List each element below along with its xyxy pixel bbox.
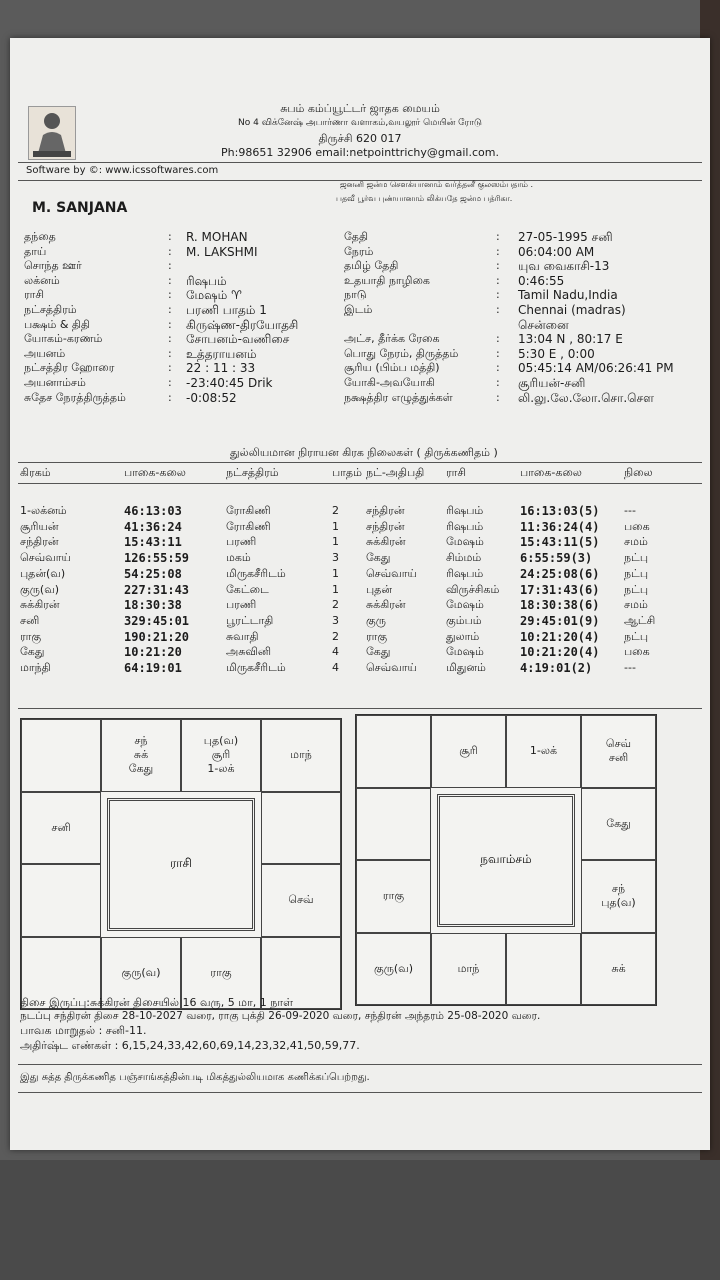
table-cell: 2 <box>332 598 339 612</box>
table-cell: கேது <box>366 645 391 659</box>
detail-value: ரிஷபம் <box>186 273 227 288</box>
detail-label: ராசி <box>24 288 45 302</box>
detail-colon: : <box>496 288 500 302</box>
detail-value: 13:04 N , 80:17 E <box>518 332 623 347</box>
table-cell: ரிஷபம் <box>446 566 484 580</box>
table-cell: சுக்கிரன் <box>20 598 60 612</box>
detail-value: 05:45:14 AM/06:26:41 PM <box>518 361 674 376</box>
table-cell: சமம் <box>624 535 648 549</box>
detail-colon: : <box>496 303 500 316</box>
detail-value: 27-05-1995 சனி <box>518 230 613 244</box>
table-cell: 4:19:01(2) <box>520 661 593 675</box>
detail-label: லக்னம் <box>24 273 60 287</box>
header-line2: No 4 விக்னேஷ் அபார்ணா வளாகம்,வயலூர் மெயின் ரோடு <box>238 118 482 128</box>
detail-value: சோபனம்-வணிசை <box>186 332 290 347</box>
table-cell: செவ்வாய் <box>366 566 417 580</box>
planet-label: மாந் <box>457 961 480 975</box>
detail-colon: : <box>168 230 172 243</box>
table-cell: கேது <box>20 645 45 659</box>
table-cell: 4 <box>332 645 339 659</box>
detail-colon: : <box>168 259 172 273</box>
table-cell: 15:43:11(5) <box>520 535 600 550</box>
table-cell: ரோகிணி <box>226 504 271 517</box>
detail-value: 06:04:00 AM <box>518 244 595 259</box>
table-cell: 46:13:03 <box>124 504 182 518</box>
detail-value: -0:08:52 <box>186 390 237 405</box>
chart-house-vrischika <box>431 933 506 1006</box>
chart-house-mithuna <box>581 715 656 788</box>
table-cell: 11:36:24(4) <box>520 519 600 534</box>
detail-colon: : <box>168 273 172 287</box>
table-cell: மாந்தி <box>20 661 51 674</box>
table-cell: 17:31:43(6) <box>520 582 600 597</box>
chart-house-simha <box>581 860 656 933</box>
detail-colon: : <box>496 259 500 273</box>
planet-label: சந் <box>611 882 626 896</box>
table-cell: 3 <box>332 613 339 627</box>
chart-house-kumbha <box>21 792 101 865</box>
table-cell: கும்பம் <box>446 613 482 627</box>
detail-value: -23:40:45 Drik <box>186 376 273 390</box>
planet-label: கேது <box>128 762 154 776</box>
detail-value: 22 : 11 : 33 <box>186 361 256 376</box>
table-cell: ராகு <box>20 629 42 643</box>
detail-label: சொந்த ஊர் <box>24 259 82 273</box>
table-cell: புதன்(வ) <box>20 566 66 580</box>
detail-colon: : <box>168 303 172 316</box>
table-cell: விருச்சிகம் <box>446 582 500 596</box>
detail-label: தேதி <box>344 230 368 243</box>
chart-house-meena <box>21 719 101 792</box>
table-cell: பகை <box>624 645 650 659</box>
detail-colon: : <box>168 317 172 331</box>
planet-label: சந் <box>134 734 148 748</box>
table-cell: சுவாதி <box>226 629 259 643</box>
table-cell: ஆட்சி <box>624 613 656 627</box>
planet-label: சனி <box>608 751 629 765</box>
table-cell: கேது <box>366 551 391 565</box>
detail-label: தாய் <box>24 244 47 258</box>
table-cell: 1 <box>332 519 339 533</box>
table-cell: 10:21:20(4) <box>520 629 600 644</box>
detail-colon: : <box>496 273 500 287</box>
table-cell: 227:31:43 <box>124 582 190 597</box>
bhava-change: பாவக மாறுதல் : சனி-11. <box>20 1024 147 1037</box>
table-cell: குரு <box>366 613 386 627</box>
chart-house-rishaba <box>181 719 261 792</box>
table-cell: மிதுனம் <box>446 661 486 674</box>
detail-label: சுதேச நேரத்திருத்தம் <box>24 390 126 404</box>
rasi-chart <box>20 718 342 1010</box>
planet-label: சுக் <box>611 961 626 975</box>
table-header-cell: ராசி <box>446 466 467 479</box>
planet-label: மாந் <box>290 748 312 762</box>
detail-colon: : <box>168 346 172 360</box>
detail-value: Tamil Nadu,India <box>518 288 618 303</box>
planet-label: ராகு <box>382 889 405 903</box>
chart-center-label: நவாம்சம் <box>480 852 532 866</box>
detail-colon: : <box>496 390 500 404</box>
detail-label: பொது நேரம், திருத்தம் <box>344 346 459 360</box>
dasa-balance: திசை இருப்பு:சுக்கிரன் திசையில் 16 வரு, 5 மா, 1 நாள் <box>20 996 294 1009</box>
table-cell: சுக்கிரன் <box>366 535 406 549</box>
detail-label: தமிழ் தேதி <box>344 259 399 273</box>
table-cell: செவ்வாய் <box>20 551 71 565</box>
table-cell: 4 <box>332 661 339 674</box>
software-credit: Software by ©: www.icssoftwares.com <box>26 165 219 176</box>
table-cell: 41:36:24 <box>124 519 182 534</box>
table-cell: 64:19:01 <box>124 661 182 675</box>
detail-colon: : <box>496 376 500 389</box>
table-cell: மேஷம் <box>446 598 484 612</box>
detail-label: நாடு <box>344 288 367 302</box>
current-dasa: நடப்பு சந்திரன் திசை 28-10-2027 வரை, ராகு புக்தி 26-09-2020 வரை, சந்திரன் அந்தரம் 25-08-2020 வரை. <box>20 1010 541 1022</box>
table-cell: 329:45:01 <box>124 613 190 628</box>
detail-value: 0:46:55 <box>518 273 565 288</box>
person-name: M. SANJANA <box>32 200 128 216</box>
table-cell: நட்பு <box>624 629 648 643</box>
table-cell: 18:30:38 <box>124 598 182 613</box>
table-cell: 1 <box>332 535 339 549</box>
table-header-cell: நிலை <box>624 466 653 479</box>
detail-value: 5:30 E , 0:00 <box>518 346 595 361</box>
table-cell: மகம் <box>226 551 251 565</box>
detail-value: Chennai (madras) <box>518 303 626 317</box>
detail-label: நக்ஷத்திர எழுத்துக்கள் <box>344 390 453 404</box>
table-cell: சனி <box>20 613 40 627</box>
detail-value: M. LAKSHMI <box>186 244 258 259</box>
table-cell: பகை <box>624 519 650 533</box>
detail-value: சென்னை <box>518 317 569 332</box>
table-cell: 3 <box>332 551 339 565</box>
lucky-numbers: அதிர்ஷ்ட எண்கள் : 6,15,24,33,42,60,69,14,23,32,41,50,59,77. <box>20 1039 360 1052</box>
table-header-cell: பாதம் <box>332 466 362 479</box>
table-cell: 24:25:08(6) <box>520 566 600 581</box>
chart-house-mithuna <box>261 719 341 792</box>
table-cell: கேட்டை <box>226 582 269 596</box>
detail-label: இடம் <box>344 303 373 316</box>
accuracy-note: இது சுத்த திருக்கணித பஞ்சாங்கத்தின்படி மிகத்துல்லியமாக கணிக்கப்பெற்றது. <box>20 1072 370 1083</box>
table-cell: பூரட்டாதி <box>226 613 274 627</box>
detail-value: R. MOHAN <box>186 230 248 244</box>
table-cell: புதன் <box>366 582 393 596</box>
table-header-cell: நட்சத்திரம் <box>226 466 279 479</box>
detail-label: யோகி-அவயோகி <box>344 376 435 389</box>
planet-label: சூரி <box>459 744 478 758</box>
planet-label: 1-லக் <box>529 744 558 758</box>
table-cell: சந்திரன் <box>366 519 405 533</box>
table-cell: சந்திரன் <box>20 535 59 549</box>
horoscope-document <box>10 38 710 1150</box>
table-cell: மிருகசீரிடம் <box>226 566 286 580</box>
chart-house-kumbha <box>356 788 431 861</box>
chart-house-mesha <box>101 719 181 792</box>
detail-label: அயனம் <box>24 346 66 360</box>
planet-label: செவ் <box>605 737 632 751</box>
table-cell: ரிஷபம் <box>446 504 484 517</box>
chart-house-kanya <box>581 933 656 1006</box>
table-cell: மிருகசீரிடம் <box>226 661 286 674</box>
chart-house-makara <box>21 864 101 937</box>
detail-label: நேரம் <box>344 244 374 258</box>
detail-colon: : <box>168 376 172 389</box>
detail-label: அயனாம்சம் <box>24 376 86 389</box>
chart-house-meena <box>356 715 431 788</box>
detail-colon: : <box>168 390 172 404</box>
table-cell: குரு(வ) <box>20 582 60 596</box>
detail-label: யோகம்-கரணம் <box>24 332 103 346</box>
table-cell: 2 <box>332 629 339 643</box>
chart-house-mesha <box>431 715 506 788</box>
detail-colon: : <box>168 244 172 258</box>
table-cell: 1 <box>332 566 339 580</box>
detail-colon: : <box>496 361 500 375</box>
chart-house-makara <box>356 860 431 933</box>
detail-label: அட்ச, தீர்க்க ரேகை <box>344 332 440 346</box>
header-contact: Ph:98651 32906 email:netpointtrichy@gmail.com. <box>221 146 499 159</box>
table-cell: ரிஷபம் <box>446 519 484 533</box>
planet-label: கேது <box>606 816 631 830</box>
table-cell: சந்திரன் <box>366 504 405 517</box>
verse-line2: பதவீ பூர்வ புண்யானாம் லிக்யதே ஜன்ம பத்ரிகா. <box>336 194 513 203</box>
planet-label: செவ் <box>288 893 314 907</box>
detail-value: பரணி பாதம் 1 <box>186 303 267 317</box>
table-cell: துலாம் <box>446 629 480 643</box>
table-title: துல்லியமான நிராயன கிரக நிலைகள் ( திருக்கணிதம் ) <box>230 446 498 459</box>
table-cell: ராகு <box>366 629 388 643</box>
detail-label: பக்ஷம் & திதி <box>24 317 90 331</box>
table-header-cell: கிரகம் <box>20 466 51 479</box>
detail-label: தந்தை <box>24 230 56 243</box>
table-cell: பரணி <box>226 535 257 549</box>
table-header-cell: பாகை-கலை <box>520 466 582 479</box>
detail-label: நட்சத்திரம் <box>24 303 77 316</box>
table-cell: 2 <box>332 504 339 517</box>
planet-label: 1-லக் <box>207 762 235 776</box>
table-cell: 10:21:20(4) <box>520 645 600 660</box>
detail-value: உத்தராயனம் <box>186 346 257 361</box>
navamsa-chart <box>355 714 657 1006</box>
table-cell: 16:13:03(5) <box>520 504 600 518</box>
planet-label: புத(வ) <box>203 734 239 748</box>
table-cell: சிம்மம் <box>446 551 482 565</box>
detail-value: சூரியன்-சனி <box>518 376 586 390</box>
detail-colon: : <box>168 288 172 302</box>
table-cell: பரணி <box>226 598 257 612</box>
chart-house-kataka <box>581 788 656 861</box>
detail-label: உதயாதி நாழிகை <box>344 273 430 287</box>
table-cell: 1 <box>332 582 339 596</box>
chart-house-thula <box>506 933 581 1006</box>
planet-label: சுக் <box>133 748 149 762</box>
table-cell: 10:21:20 <box>124 645 182 660</box>
deity-logo <box>28 106 76 160</box>
table-cell: நட்பு <box>624 551 648 565</box>
planet-label: சூரி <box>211 748 231 762</box>
table-cell: 29:45:01(9) <box>520 613 600 628</box>
detail-value: கிருஷ்ண-திரயோதசி <box>186 317 299 332</box>
chart-house-simha <box>261 864 341 937</box>
table-header-cell: பாகை-கலை <box>124 466 186 479</box>
detail-colon: : <box>168 361 172 375</box>
verse-line1: ஜனனி ஜன்ம சௌக்யானாம் வர்த்தனீ குலஸம்பதாம் . <box>340 180 534 189</box>
table-cell: மேஷம் <box>446 535 484 549</box>
detail-colon: : <box>496 332 500 346</box>
detail-colon: : <box>496 230 500 243</box>
table-cell: 54:25:08 <box>124 566 182 581</box>
table-cell: நட்பு <box>624 566 648 580</box>
planet-label: குரு(வ) <box>121 965 161 979</box>
header-line1: சுபம் கம்ப்யூட்டர் ஜாதக மையம் <box>280 102 440 115</box>
table-cell: நட்பு <box>624 582 648 596</box>
chart-house-rishaba <box>506 715 581 788</box>
detail-colon: : <box>496 346 500 360</box>
table-cell: 126:55:59 <box>124 551 190 566</box>
table-cell: 18:30:38(6) <box>520 598 600 613</box>
detail-label: சூரிய (பிம்ப மத்தி) <box>344 361 440 375</box>
chart-house-dhanus <box>356 933 431 1006</box>
table-cell: சமம் <box>624 598 648 612</box>
detail-colon: : <box>168 332 172 346</box>
detail-value: மேஷம் ♈ <box>186 288 242 303</box>
planet-label: சனி <box>51 820 71 834</box>
detail-value: யுவ வைகாசி-13 <box>518 259 610 274</box>
table-cell: 15:43:11 <box>124 535 182 550</box>
table-cell: செவ்வாய் <box>366 661 417 674</box>
chart-house-kataka <box>261 792 341 865</box>
detail-value: லி.லு.லே.லோ.சொ.சௌ <box>518 390 654 405</box>
table-cell: 1-லக்னம் <box>20 504 67 517</box>
planet-label: ராகு <box>210 965 232 979</box>
detail-label: நட்சத்திர ஹோரை <box>24 361 115 375</box>
table-cell: ரோகிணி <box>226 519 271 533</box>
detail-colon: : <box>496 244 500 258</box>
photo-background-bottom <box>0 1160 720 1280</box>
table-cell: மேஷம் <box>446 645 484 659</box>
table-cell: --- <box>624 504 636 517</box>
table-cell: சூரியன் <box>20 519 59 533</box>
table-cell: 6:55:59(3) <box>520 551 593 566</box>
table-header-cell: நட்-அதிபதி <box>366 466 425 479</box>
chart-center-label: ராசி <box>170 856 192 870</box>
table-cell: அசுவினி <box>226 645 272 659</box>
header-line3: திருச்சி 620 017 <box>318 132 402 145</box>
planet-label: குரு(வ) <box>373 961 413 975</box>
table-cell: 190:21:20 <box>124 629 190 644</box>
table-cell: சுக்கிரன் <box>366 598 406 612</box>
planet-label: புத(வ) <box>601 896 636 910</box>
table-cell: --- <box>624 661 636 674</box>
